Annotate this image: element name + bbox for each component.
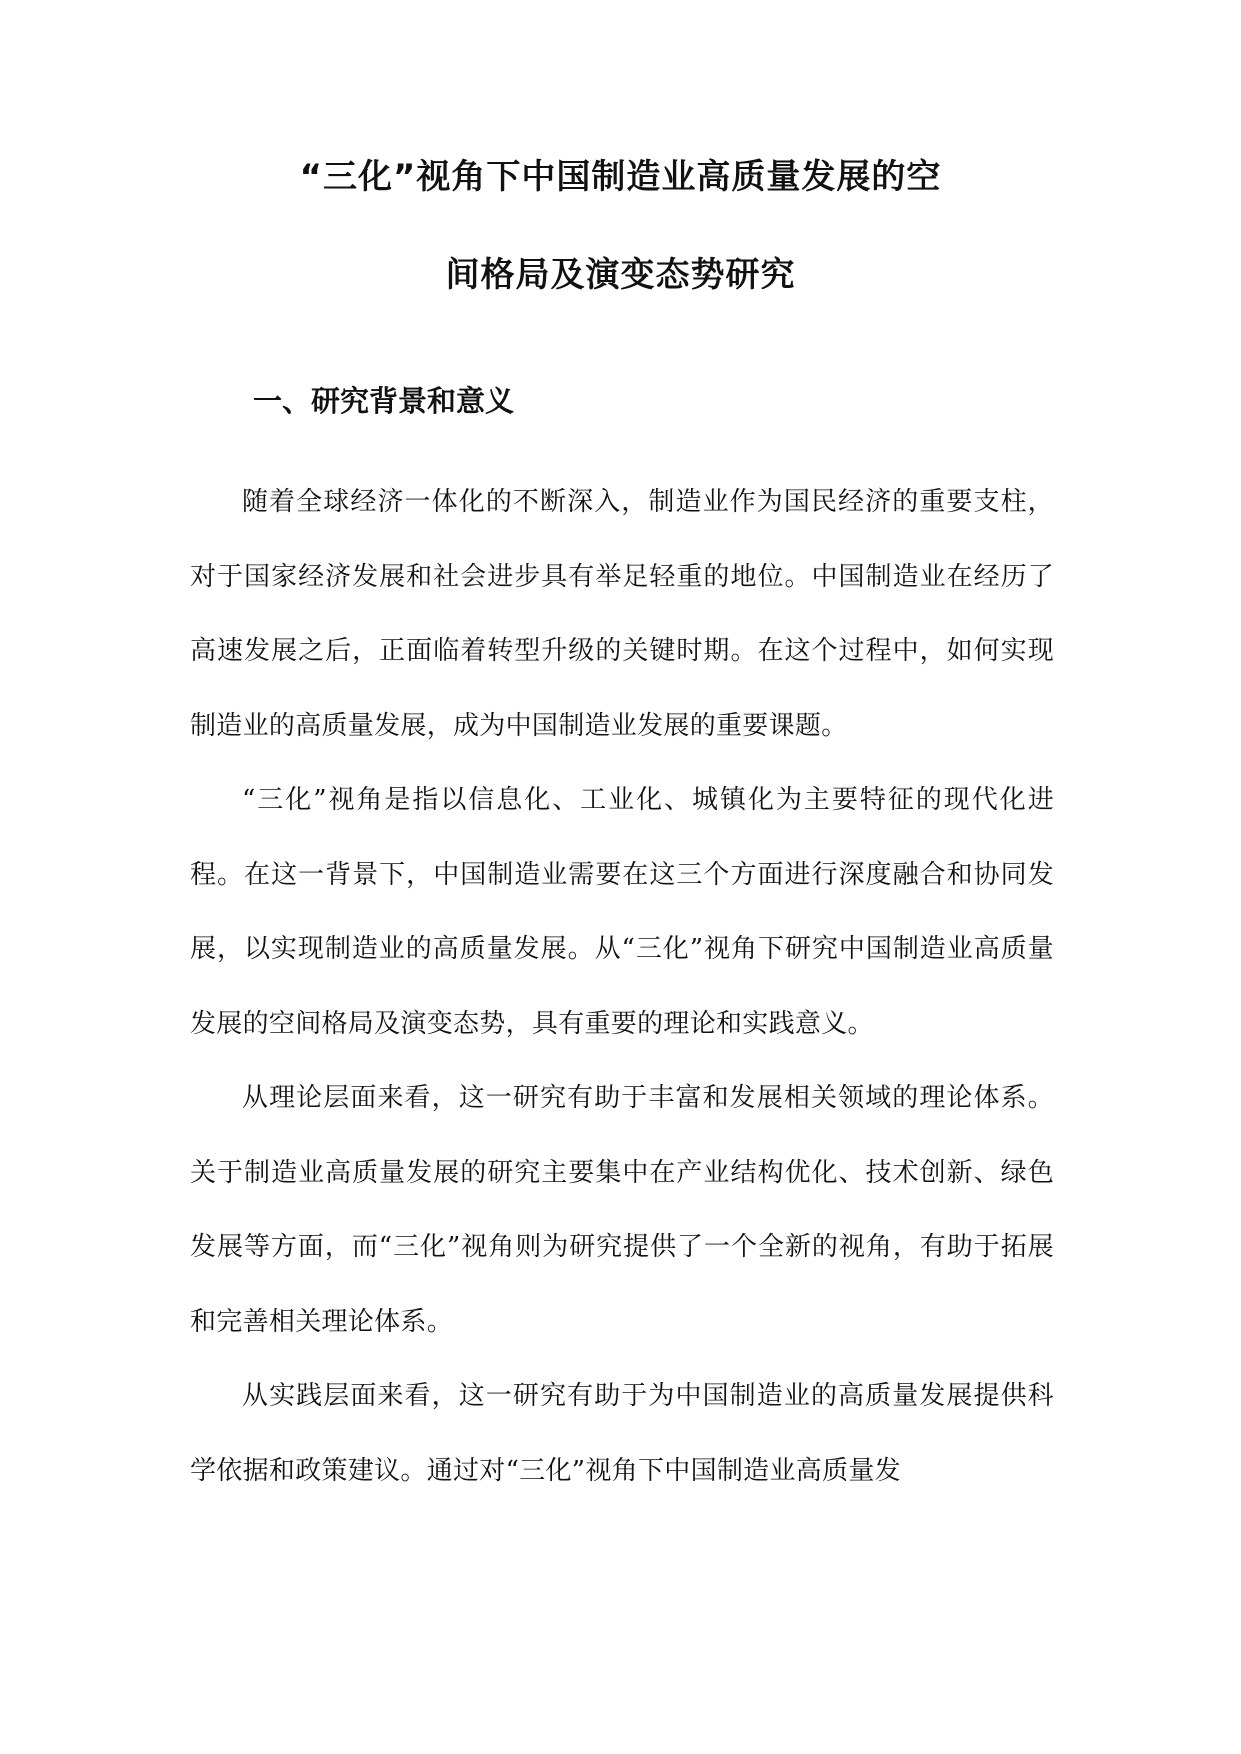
paragraph-1: 随着全球经济一体化的不断深入，制造业作为国民经济的重要支柱，对于国家经济发展和社会进步具有举足轻重的地位。中国制造业在经历了高速发展之后，正面临着转型升级的关键时期。在这个过程中，如何实现制造业的高质量发展，成为中国制造业发展的重要课题。 [190, 487, 1054, 741]
section-heading: 一、研究背景和意义 [253, 384, 515, 418]
paragraph-2: “三化”视角是指以信息化、工业化、城镇化为主要特征的现代化进程。在这一背景下，中国制造业需要在这三个方面进行深度融合和协同发展，以实现制造业的高质量发展。从“三化”视角下研究中国制造业高质量发展的空间格局及演变态势，具有重要的理论和实践意义。 [190, 785, 1054, 1039]
paragraph-4: 从实践层面来看，这一研究有助于为中国制造业的高质量发展提供科学依据和政策建议。通过对“三化”视角下中国制造业高质量发 [190, 1381, 1054, 1486]
body-text [190, 465, 1054, 1508]
paragraph-3: 从理论层面来看，这一研究有助于丰富和发展相关领域的理论体系。关于制造业高质量发展的研究主要集中在产业结构优化、技术创新、绿色发展等方面，而“三化”视角则为研究提供了一个全新的视角，有助于拓展和完善相关理论体系。 [190, 1083, 1054, 1337]
document-title-line-1: “三化”视角下中国制造业高质量发展的空 [299, 157, 942, 197]
document-title-line-2: 间格局及演变态势研究 [445, 255, 796, 295]
